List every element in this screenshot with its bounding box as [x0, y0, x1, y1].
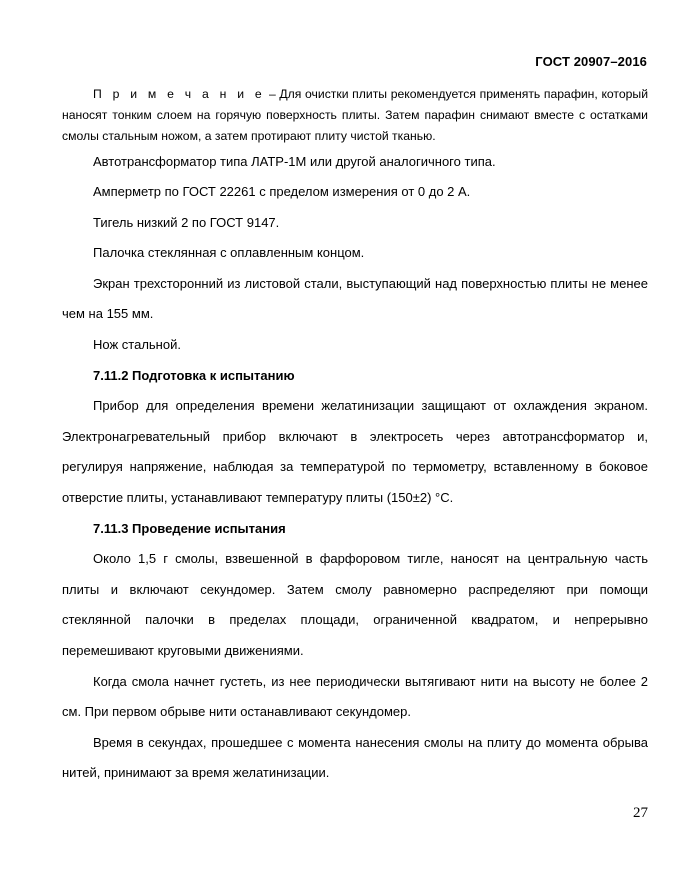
note-text: – Для очистки плиты рекомендуется применять парафин, который наносят тонким слоем на горячую поверхность плиты. Затем парафин снимают вместе с остатками смолы стальным ножом, а затем протирают плиту чистой тканью. — [62, 87, 649, 143]
page-content — [62, 84, 648, 789]
equipment-item-knife: Нож стальной. — [93, 336, 181, 352]
document-id-header: ГОСТ 20907–2016 — [535, 54, 647, 69]
procedure-paragraph-2: Когда смола начнет густеть, из нее периодически вытягивают нити на высоту не более 2 см. При первом обрыве нити останавливают секундомер. — [62, 673, 648, 720]
section-heading-procedure: 7.11.3 Проведение испытания — [93, 520, 286, 536]
equipment-item-glass-rod: Палочка стеклянная с оплавленным концом. — [93, 245, 365, 261]
note-prefix: П р и м е ч а н и е — [93, 87, 266, 101]
section-text-preparation: Прибор для определения времени желатинизации защищают от охлаждения экраном. Электронагревательный прибор включают в электросеть через автотрансформатор и, регулируя напряжение, наблюдая за температурой по термометру, вставленному в боковое отверстие плиты, устанавливают температуру плиты (150±2) °С. — [62, 398, 648, 505]
equipment-item-ammeter: Амперметр по ГОСТ 22261 с пределом измерения от 0 до 2 А. — [93, 184, 471, 199]
equipment-item-screen: Экран трехсторонний из листовой стали, выступающий над поверхностью плиты не менее чем на 155 мм. — [62, 275, 648, 322]
procedure-paragraph-3: Время в секундах, прошедшее с момента нанесения смолы на плиту до момента обрыва нитей, принимают за время желатинизации. — [62, 734, 648, 781]
note-paragraph — [62, 84, 648, 147]
section-heading-preparation: 7.11.2 Подготовка к испытанию — [93, 367, 295, 383]
equipment-item-crucible: Тигель низкий 2 по ГОСТ 9147. — [93, 214, 280, 230]
equipment-item-autotransformer: Автотрансформатор типа ЛАТР-1М или другой аналогичного типа. — [93, 154, 496, 169]
page-number: 27 — [633, 805, 648, 821]
procedure-paragraph-1: Около 1,5 г смолы, взвешенной в фарфоровом тигле, наносят на центральную часть плиты и включают секундомер. Затем смолу равномерно распределяют при помощи стеклянной палочки в пределах площади, ограниченной квадратом, и непрерывно перемешивают круговыми движениями. — [62, 551, 648, 658]
